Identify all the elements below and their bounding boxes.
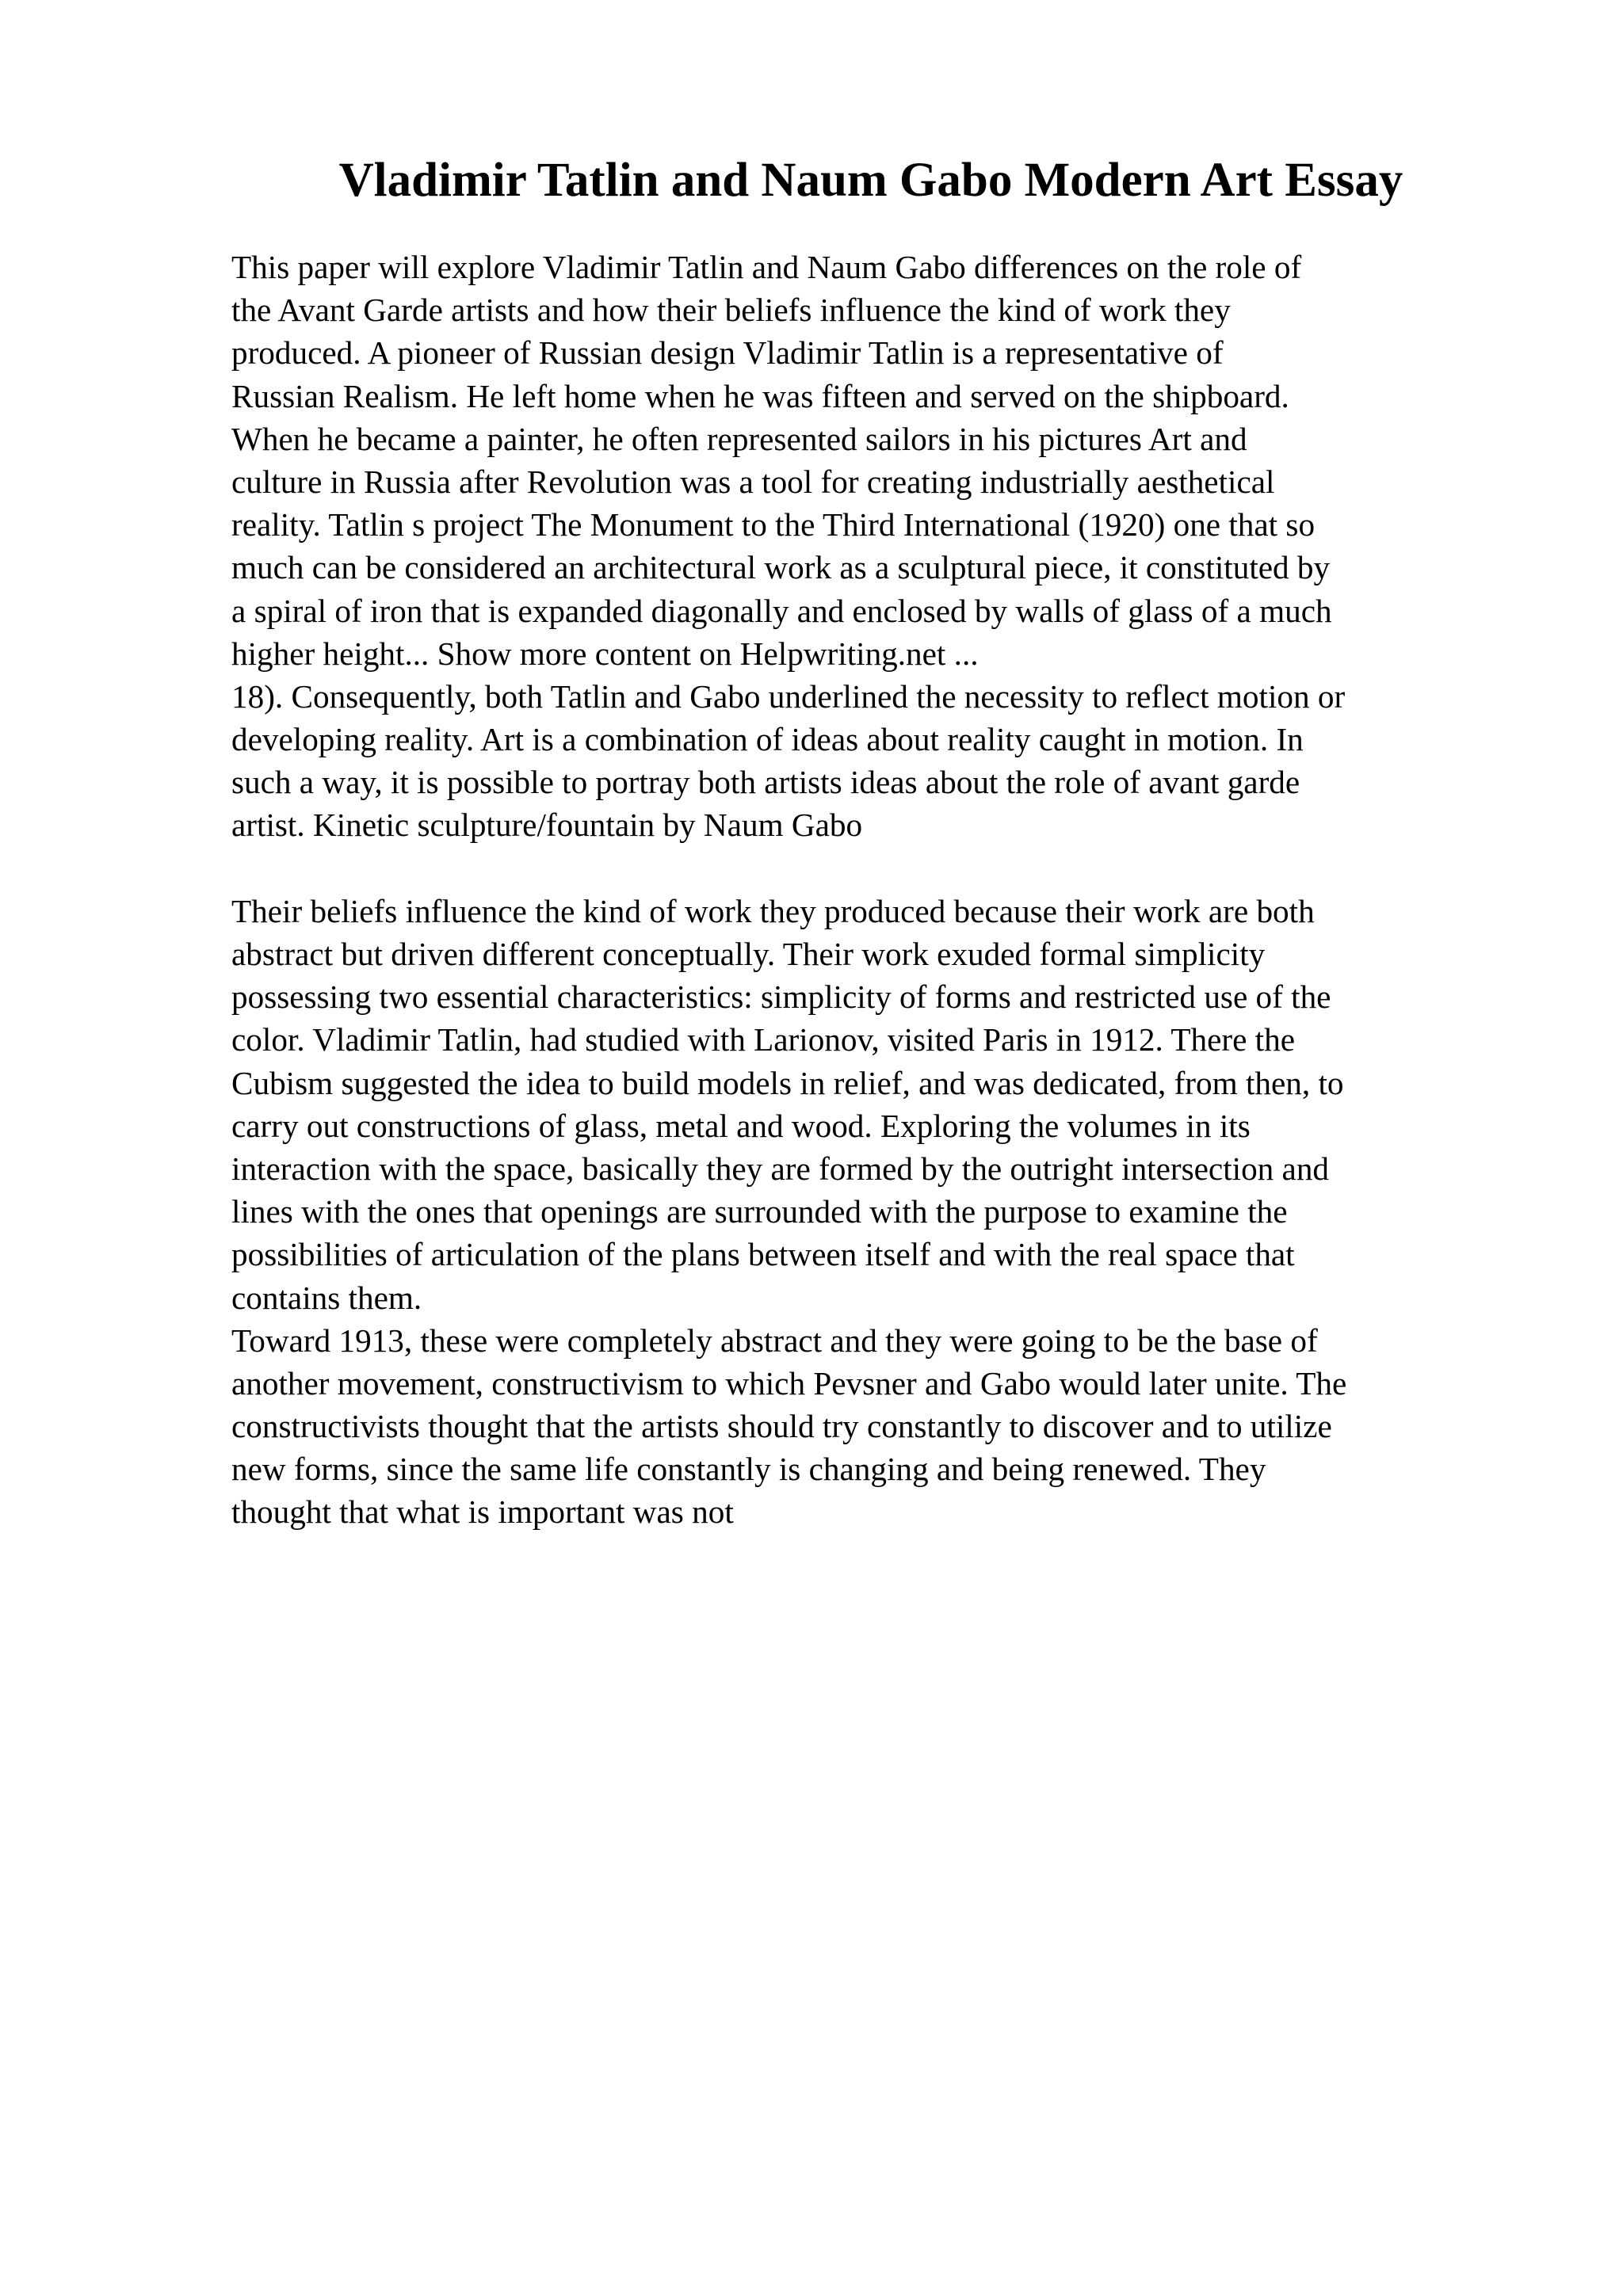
text-line: abstract but driven different conceptually. Their work exuded formal simplicity — [231, 936, 1266, 972]
text-line: thought that what is important was not — [231, 1493, 734, 1531]
paragraph — [231, 890, 1515, 1319]
text-line: interaction with the space, basically they are formed by the outright intersection and — [231, 1150, 1330, 1187]
text-line: 18). Consequently, both Tatlin and Gabo underlined the necessity to reflect motion or — [231, 677, 1346, 715]
text-line: lines with the ones that openings are surrounded with the purpose to examine the — [231, 1193, 1288, 1230]
paragraph — [231, 246, 1515, 675]
text-line: culture in Russia after Revolution was a tool for creating industrially aesthetical — [231, 463, 1275, 500]
text-line: produced. A pioneer of Russian design Vladimir Tatlin is a representative of — [231, 334, 1224, 372]
text-line: contains them. — [231, 1279, 422, 1316]
paragraph — [231, 1319, 1515, 1534]
document-body — [231, 246, 1515, 1534]
text-line: When he became a painter, he often represented sailors in his pictures Art and — [231, 420, 1247, 457]
text-line: much can be considered an architectural work as a sculptural piece, it constituted by — [231, 549, 1331, 586]
text-line: new forms, since the same life constantly is changing and being renewed. They — [231, 1451, 1266, 1488]
text-line: color. Vladimir Tatlin, had studied with Larionov, visited Paris in 1912. There the — [231, 1021, 1295, 1058]
paragraph — [231, 675, 1515, 847]
text-line: the Avant Garde artists and how their beliefs influence the kind of work they — [231, 292, 1231, 329]
text-line: Cubism suggested the idea to build models in relief, and was dedicated, from then, to — [231, 1064, 1344, 1101]
text-line: a spiral of iron that is expanded diagonally and enclosed by walls of glass of a much — [231, 592, 1332, 629]
text-line: higher height... Show more content on Helpwriting.net ... — [231, 635, 979, 672]
text-line: This paper will explore Vladimir Tatlin and Naum Gabo differences on the role of — [231, 249, 1302, 285]
text-line: possibilities of articulation of the plans between itself and with the real space that — [231, 1236, 1295, 1273]
text-line: another movement, constructivism to which Pevsner and Gabo would later unite. The — [231, 1364, 1347, 1402]
paragraph-spacer — [231, 847, 1515, 890]
text-line: Toward 1913, these were completely abstract and they were going to be the base of — [231, 1322, 1318, 1359]
text-line: developing reality. Art is a combination of ideas about reality caught in motion. In — [231, 721, 1304, 758]
text-line: reality. Tatlin s project The Monument to the Third International (1920) one that so — [231, 506, 1316, 543]
text-line: possessing two essential characteristics: simplicity of forms and restricted use of the — [231, 978, 1331, 1016]
text-line: constructivists thought that the artists should try constantly to discover and to utilize — [231, 1408, 1332, 1445]
text-line: carry out constructions of glass, metal and wood. Exploring the volumes in its — [231, 1107, 1251, 1144]
text-line: Russian Realism. He left home when he was fifteen and served on the shipboard. — [231, 377, 1289, 414]
document-title: Vladimir Tatlin and Naum Gabo Modern Art Essay — [338, 154, 1403, 207]
text-line: Their beliefs influence the kind of work they produced because their work are both — [231, 892, 1315, 929]
text-line: artist. Kinetic sculpture/fountain by Naum Gabo — [231, 807, 863, 844]
text-line: such a way, it is possible to portray both artists ideas about the role of avant garde — [231, 764, 1300, 801]
